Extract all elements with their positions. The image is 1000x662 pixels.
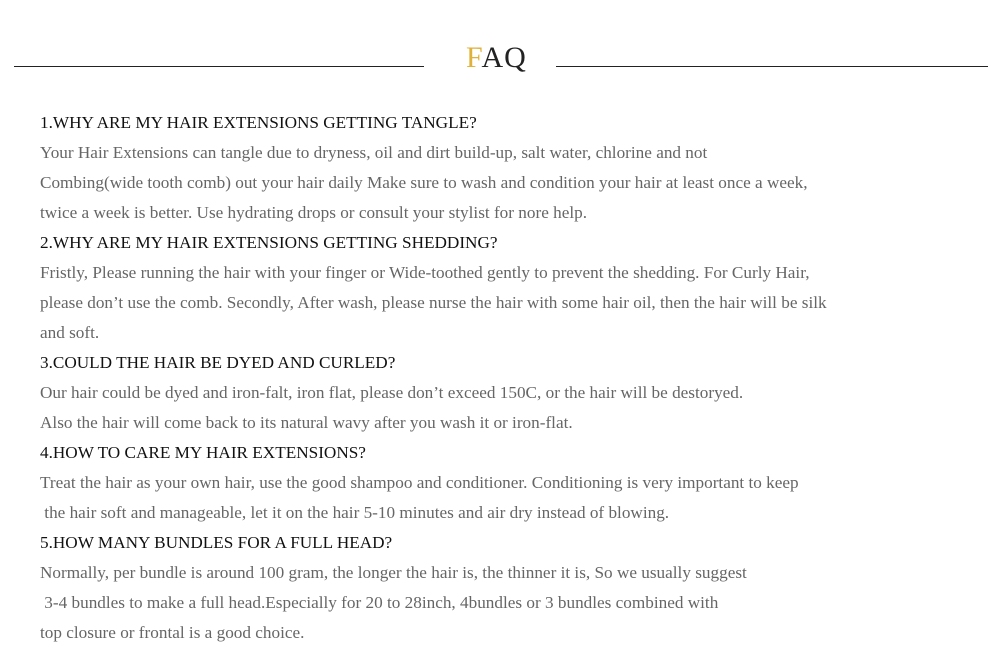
page-title	[466, 40, 527, 76]
faq-question: 1.WHY ARE MY HAIR EXTENSIONS GETTING TANGLE?	[40, 113, 477, 132]
faq-answer-line: twice a week is better. Use hydrating drops or consult your stylist for nore help.	[40, 203, 588, 222]
header-divider-right	[556, 66, 988, 67]
faq-header	[0, 36, 1000, 82]
faq-answer-line: Treat the hair as your own hair, use the good shampoo and conditioner. Conditioning is very important to keep	[40, 473, 799, 492]
faq-question: 4.HOW TO CARE MY HAIR EXTENSIONS?	[40, 443, 366, 462]
faq-answer-line: Your Hair Extensions can tangle due to dryness, oil and dirt build-up, salt water, chlorine and not	[40, 143, 708, 162]
faq-answer-line: please don’t use the comb. Secondly, After wash, please nurse the hair with some hair oil, then the hair will be silk	[40, 293, 827, 312]
faq-item	[40, 438, 990, 528]
faq-answer-line: the hair soft and manageable, let it on the hair 5-10 minutes and air dry instead of blowing.	[40, 503, 670, 522]
faq-answer-line: Fristly, Please running the hair with your finger or Wide-toothed gently to prevent the shedding. For Curly Hair,	[40, 263, 810, 282]
faq-answer-line: 3-4 bundles to make a full head.Especially for 20 to 28inch, 4bundles or 3 bundles combined with	[40, 593, 719, 612]
faq-answer-line: Combing(wide tooth comb) out your hair daily Make sure to wash and condition your hair at least once a week,	[40, 173, 808, 192]
faq-answer-line: and soft.	[40, 323, 100, 342]
faq-answer-line: Our hair could be dyed and iron-falt, iron flat, please don’t exceed 150C, or the hair will be destoryed.	[40, 383, 744, 402]
faq-answer-line: Normally, per bundle is around 100 gram, the longer the hair is, the thinner it is, So we usually suggest	[40, 563, 747, 582]
header-divider-left	[14, 66, 424, 67]
faq-answer-line: top closure or frontal is a good choice.	[40, 623, 305, 642]
faq-answer-line: Also the hair will come back to its natural wavy after you wash it or iron-flat.	[40, 413, 573, 432]
faq-question: 3.COULD THE HAIR BE DYED AND CURLED?	[40, 353, 396, 372]
faq-item	[40, 228, 990, 348]
faq-question: 5.HOW MANY BUNDLES FOR A FULL HEAD?	[40, 533, 393, 552]
title-rest: AQ	[481, 41, 527, 74]
faq-question: 2.WHY ARE MY HAIR EXTENSIONS GETTING SHEDDING?	[40, 233, 498, 252]
faq-item	[40, 108, 990, 228]
faq-item	[40, 348, 990, 438]
faq-list	[40, 108, 990, 648]
title-initial: F	[466, 41, 482, 74]
faq-item	[40, 528, 990, 648]
